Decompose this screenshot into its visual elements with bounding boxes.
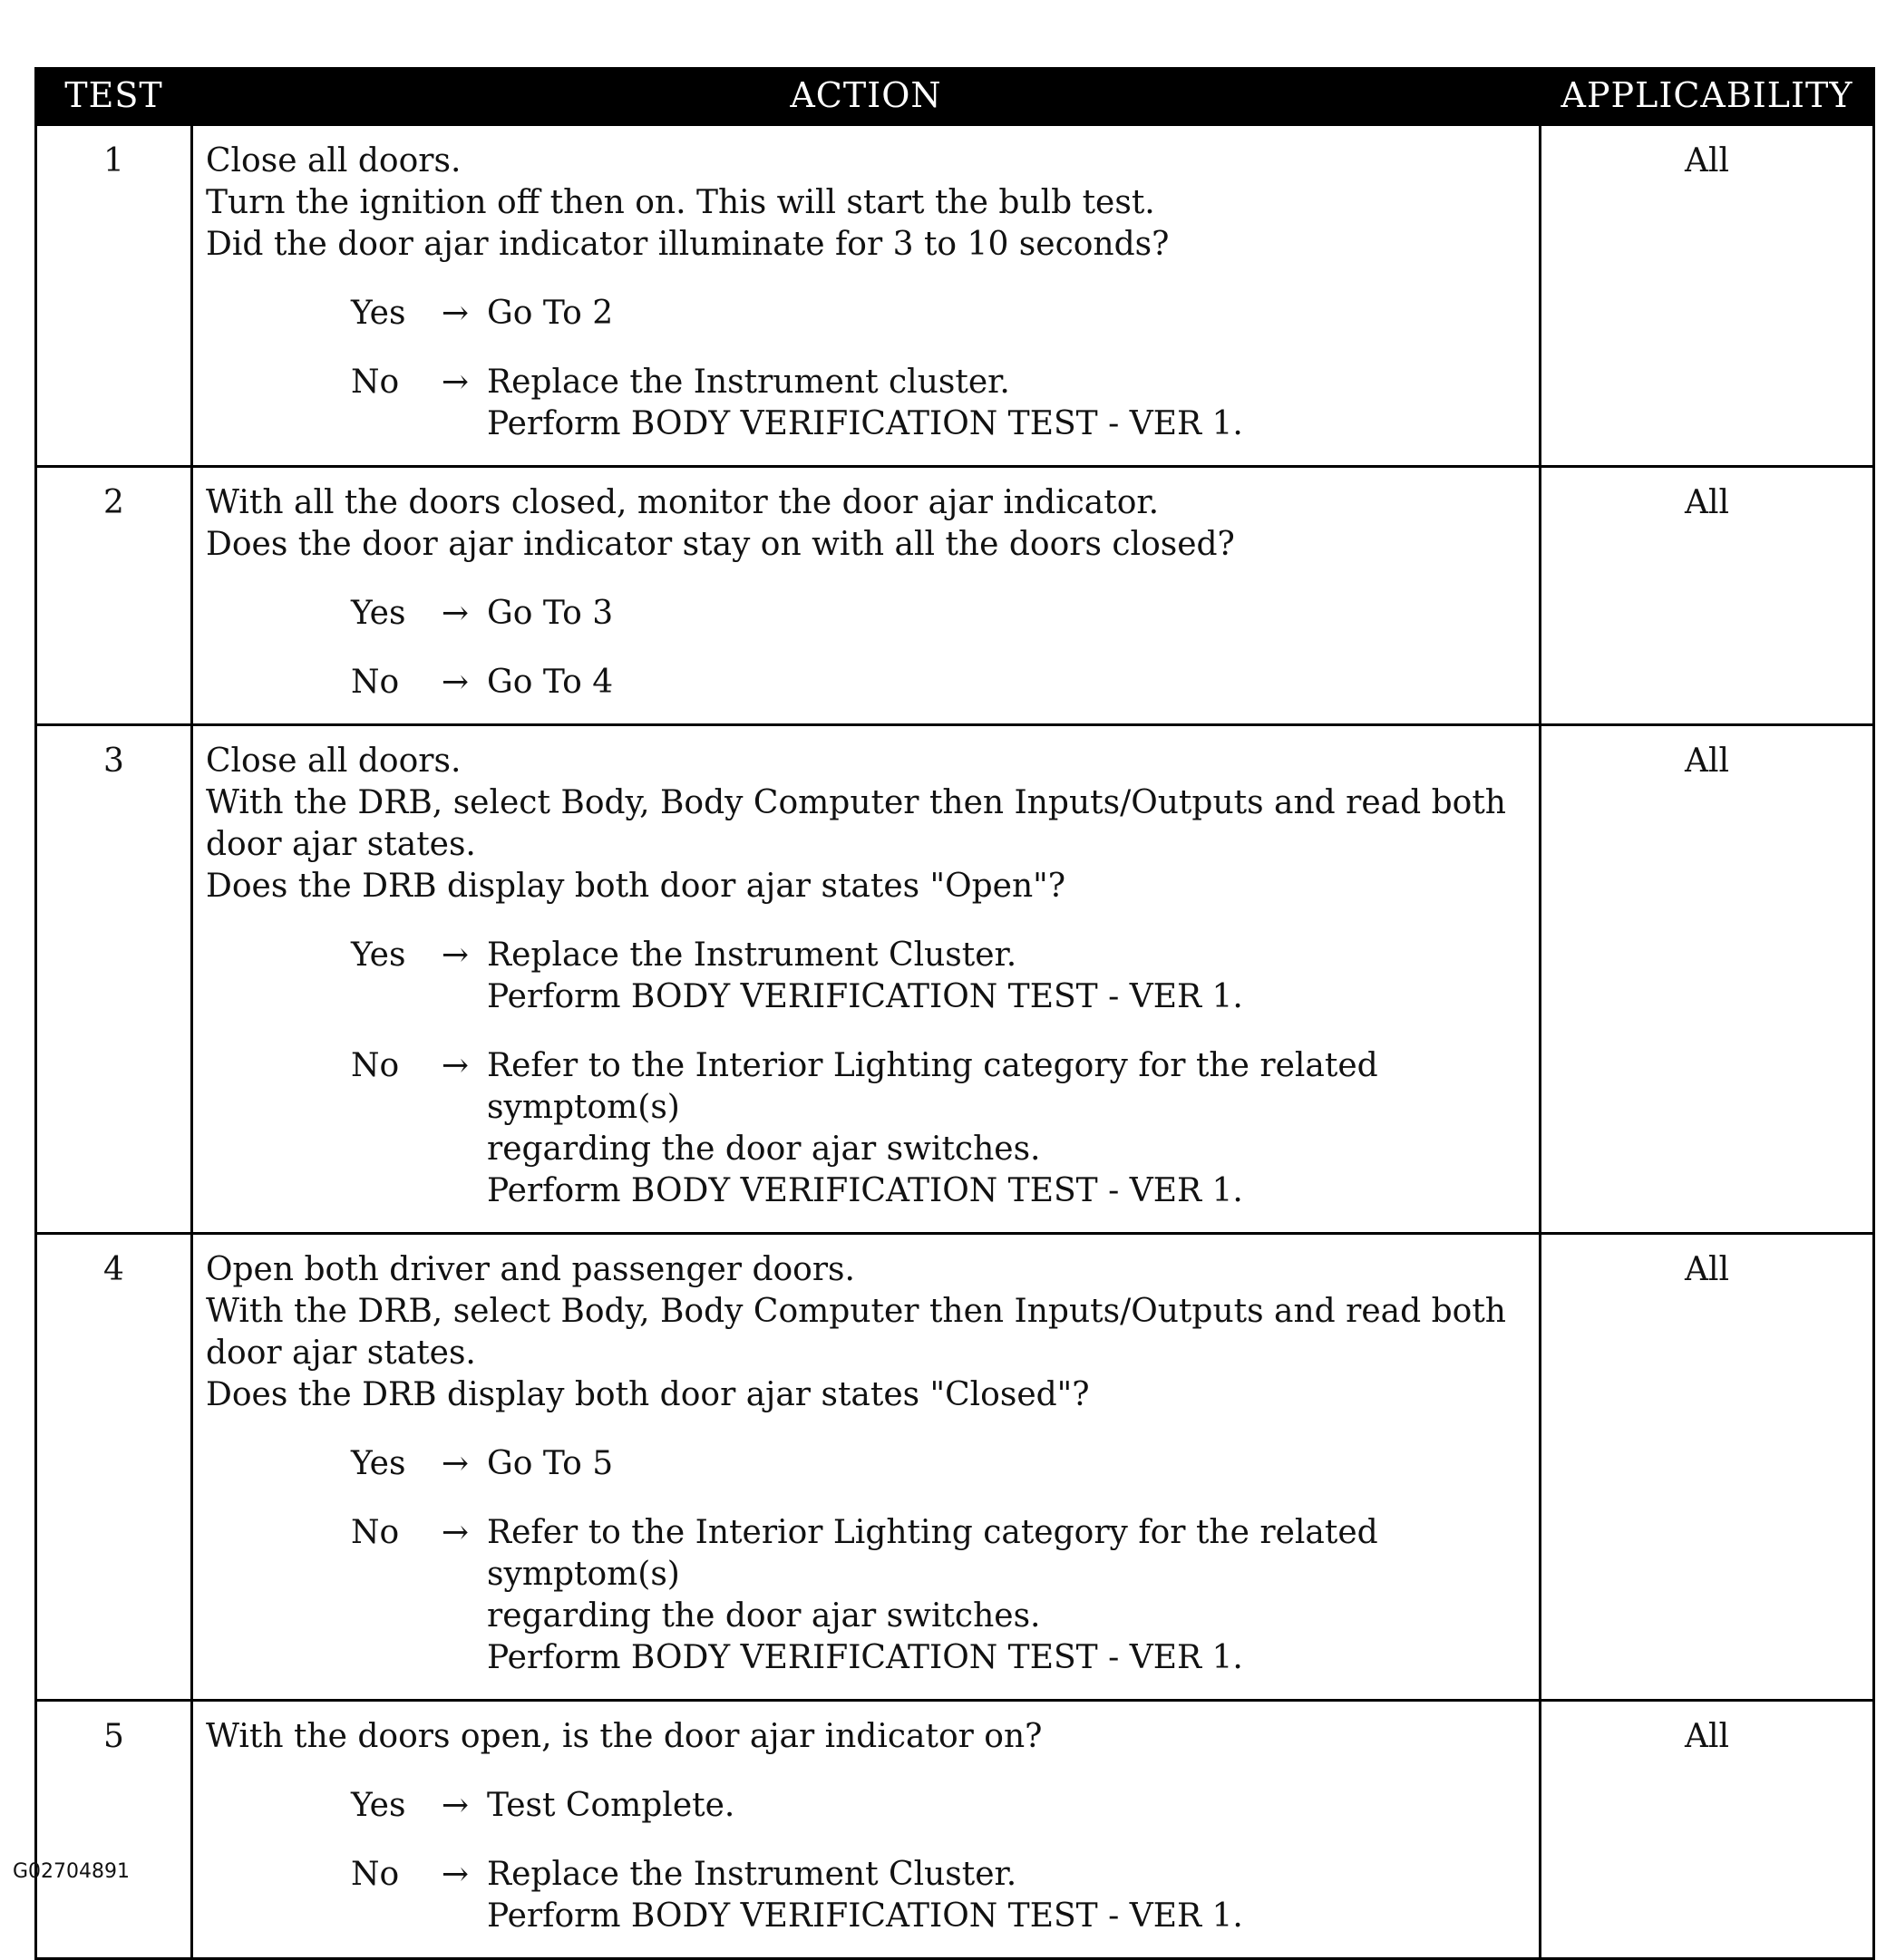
no-outcome	[206, 362, 1526, 445]
result-line: Refer to the Interior Lighting category for the related symptom(s)	[487, 1047, 1378, 1126]
result-line: regarding the door ajar switches.	[487, 1597, 1041, 1635]
action-cell	[192, 725, 1541, 1234]
instruction-text: Open both driver and passenger doors.	[206, 1251, 855, 1288]
instruction-text: With the doors open, is the door ajar indicator on?	[206, 1718, 1043, 1755]
right-arrow-icon: →	[441, 595, 470, 632]
result-line: Perform BODY VERIFICATION TEST - VER 1.	[487, 1639, 1243, 1676]
right-arrow-icon: →	[441, 295, 470, 332]
action-cell	[192, 125, 1541, 467]
result-line: Perform BODY VERIFICATION TEST - VER 1.	[487, 405, 1243, 442]
applicability-value: All	[1541, 1701, 1874, 1959]
table-body	[36, 125, 1874, 1959]
right-arrow-icon: →	[441, 1445, 470, 1482]
result-line: Replace the Instrument cluster.	[487, 364, 1010, 401]
result-line: Go To 4	[487, 664, 614, 701]
result-line: Go To 5	[487, 1445, 614, 1482]
result-line: Refer to the Interior Lighting category for the related symptom(s)	[487, 1514, 1378, 1593]
result-line: Test Complete.	[487, 1787, 735, 1824]
result-line: Replace the Instrument Cluster.	[487, 1856, 1017, 1893]
table-row	[36, 125, 1874, 467]
no-label: No	[351, 1856, 400, 1893]
right-arrow-icon: →	[441, 936, 470, 974]
yes-outcome	[206, 935, 1526, 1018]
yes-label: Yes	[351, 1445, 406, 1482]
no-outcome	[206, 662, 1526, 703]
header-applicability: APPLICABILITY	[1541, 67, 1874, 125]
yes-label: Yes	[351, 936, 406, 974]
table-row	[36, 1701, 1874, 1959]
no-result	[487, 662, 1526, 703]
right-arrow-icon: →	[441, 364, 470, 401]
result-line: regarding the door ajar switches.	[487, 1130, 1041, 1168]
instruction-text: Close all doors.	[206, 742, 462, 780]
no-outcome	[206, 1854, 1526, 1937]
header-action: ACTION	[192, 67, 1541, 125]
instruction-text: Close all doors.	[206, 142, 462, 180]
yes-outcome	[206, 593, 1526, 635]
instruction-text: With all the doors closed, monitor the door ajar indicator.	[206, 484, 1160, 521]
test-number: 4	[36, 1234, 192, 1701]
yes-result	[487, 593, 1526, 635]
right-arrow-icon: →	[441, 1787, 470, 1824]
no-outcome	[206, 1045, 1526, 1212]
no-result	[487, 362, 1526, 445]
no-label: No	[351, 1514, 400, 1551]
yes-result	[487, 1443, 1526, 1485]
right-arrow-icon: →	[441, 664, 470, 701]
instruction-text: With the DRB, select Body, Body Computer then Inputs/Outputs and read both door ajar states.	[206, 1293, 1506, 1372]
result-line: Go To 3	[487, 595, 614, 632]
instruction-text: With the DRB, select Body, Body Computer then Inputs/Outputs and read both door ajar states.	[206, 784, 1506, 863]
yes-result	[487, 293, 1526, 335]
applicability-value: All	[1541, 467, 1874, 725]
action-cell	[192, 1234, 1541, 1701]
result-line: Perform BODY VERIFICATION TEST - VER 1.	[487, 1172, 1243, 1209]
applicability-value: All	[1541, 725, 1874, 1234]
table-row	[36, 467, 1874, 725]
result-line: Go To 2	[487, 295, 614, 332]
yes-outcome	[206, 1443, 1526, 1485]
instruction-text: Does the door ajar indicator stay on with all the doors closed?	[206, 526, 1235, 563]
table-row	[36, 725, 1874, 1234]
result-line: Perform BODY VERIFICATION TEST - VER 1.	[487, 1897, 1243, 1935]
no-label: No	[351, 664, 400, 701]
yes-outcome	[206, 1785, 1526, 1827]
no-label: No	[351, 364, 400, 401]
action-cell	[192, 1701, 1541, 1959]
right-arrow-icon: →	[441, 1856, 470, 1893]
right-arrow-icon: →	[441, 1047, 470, 1084]
yes-result	[487, 1785, 1526, 1827]
applicability-value: All	[1541, 1234, 1874, 1701]
instruction-text: Does the DRB display both door ajar states "Closed"?	[206, 1376, 1090, 1413]
header-test: TEST	[36, 67, 192, 125]
no-label: No	[351, 1047, 400, 1084]
figure-id: G02704891	[13, 1860, 131, 1883]
test-number: 1	[36, 125, 192, 467]
yes-result	[487, 935, 1526, 1018]
table-header-row	[36, 67, 1874, 125]
no-result	[487, 1854, 1526, 1937]
test-number: 5	[36, 1701, 192, 1959]
instruction-text: Did the door ajar indicator illuminate for 3 to 10 seconds?	[206, 226, 1170, 263]
action-cell	[192, 467, 1541, 725]
no-result	[487, 1512, 1526, 1679]
test-number: 3	[36, 725, 192, 1234]
yes-label: Yes	[351, 595, 406, 632]
yes-label: Yes	[351, 1787, 406, 1824]
instruction-text: Turn the ignition off then on. This will start the bulb test.	[206, 184, 1155, 221]
instruction-text: Does the DRB display both door ajar states "Open"?	[206, 868, 1066, 905]
no-outcome	[206, 1512, 1526, 1679]
result-line: Replace the Instrument Cluster.	[487, 936, 1017, 974]
table-row	[36, 1234, 1874, 1701]
yes-outcome	[206, 293, 1526, 335]
test-number: 2	[36, 467, 192, 725]
yes-label: Yes	[351, 295, 406, 332]
result-line: Perform BODY VERIFICATION TEST - VER 1.	[487, 978, 1243, 1015]
diagnostic-test-table	[34, 67, 1875, 1960]
applicability-value: All	[1541, 125, 1874, 467]
no-result	[487, 1045, 1526, 1212]
right-arrow-icon: →	[441, 1514, 470, 1551]
